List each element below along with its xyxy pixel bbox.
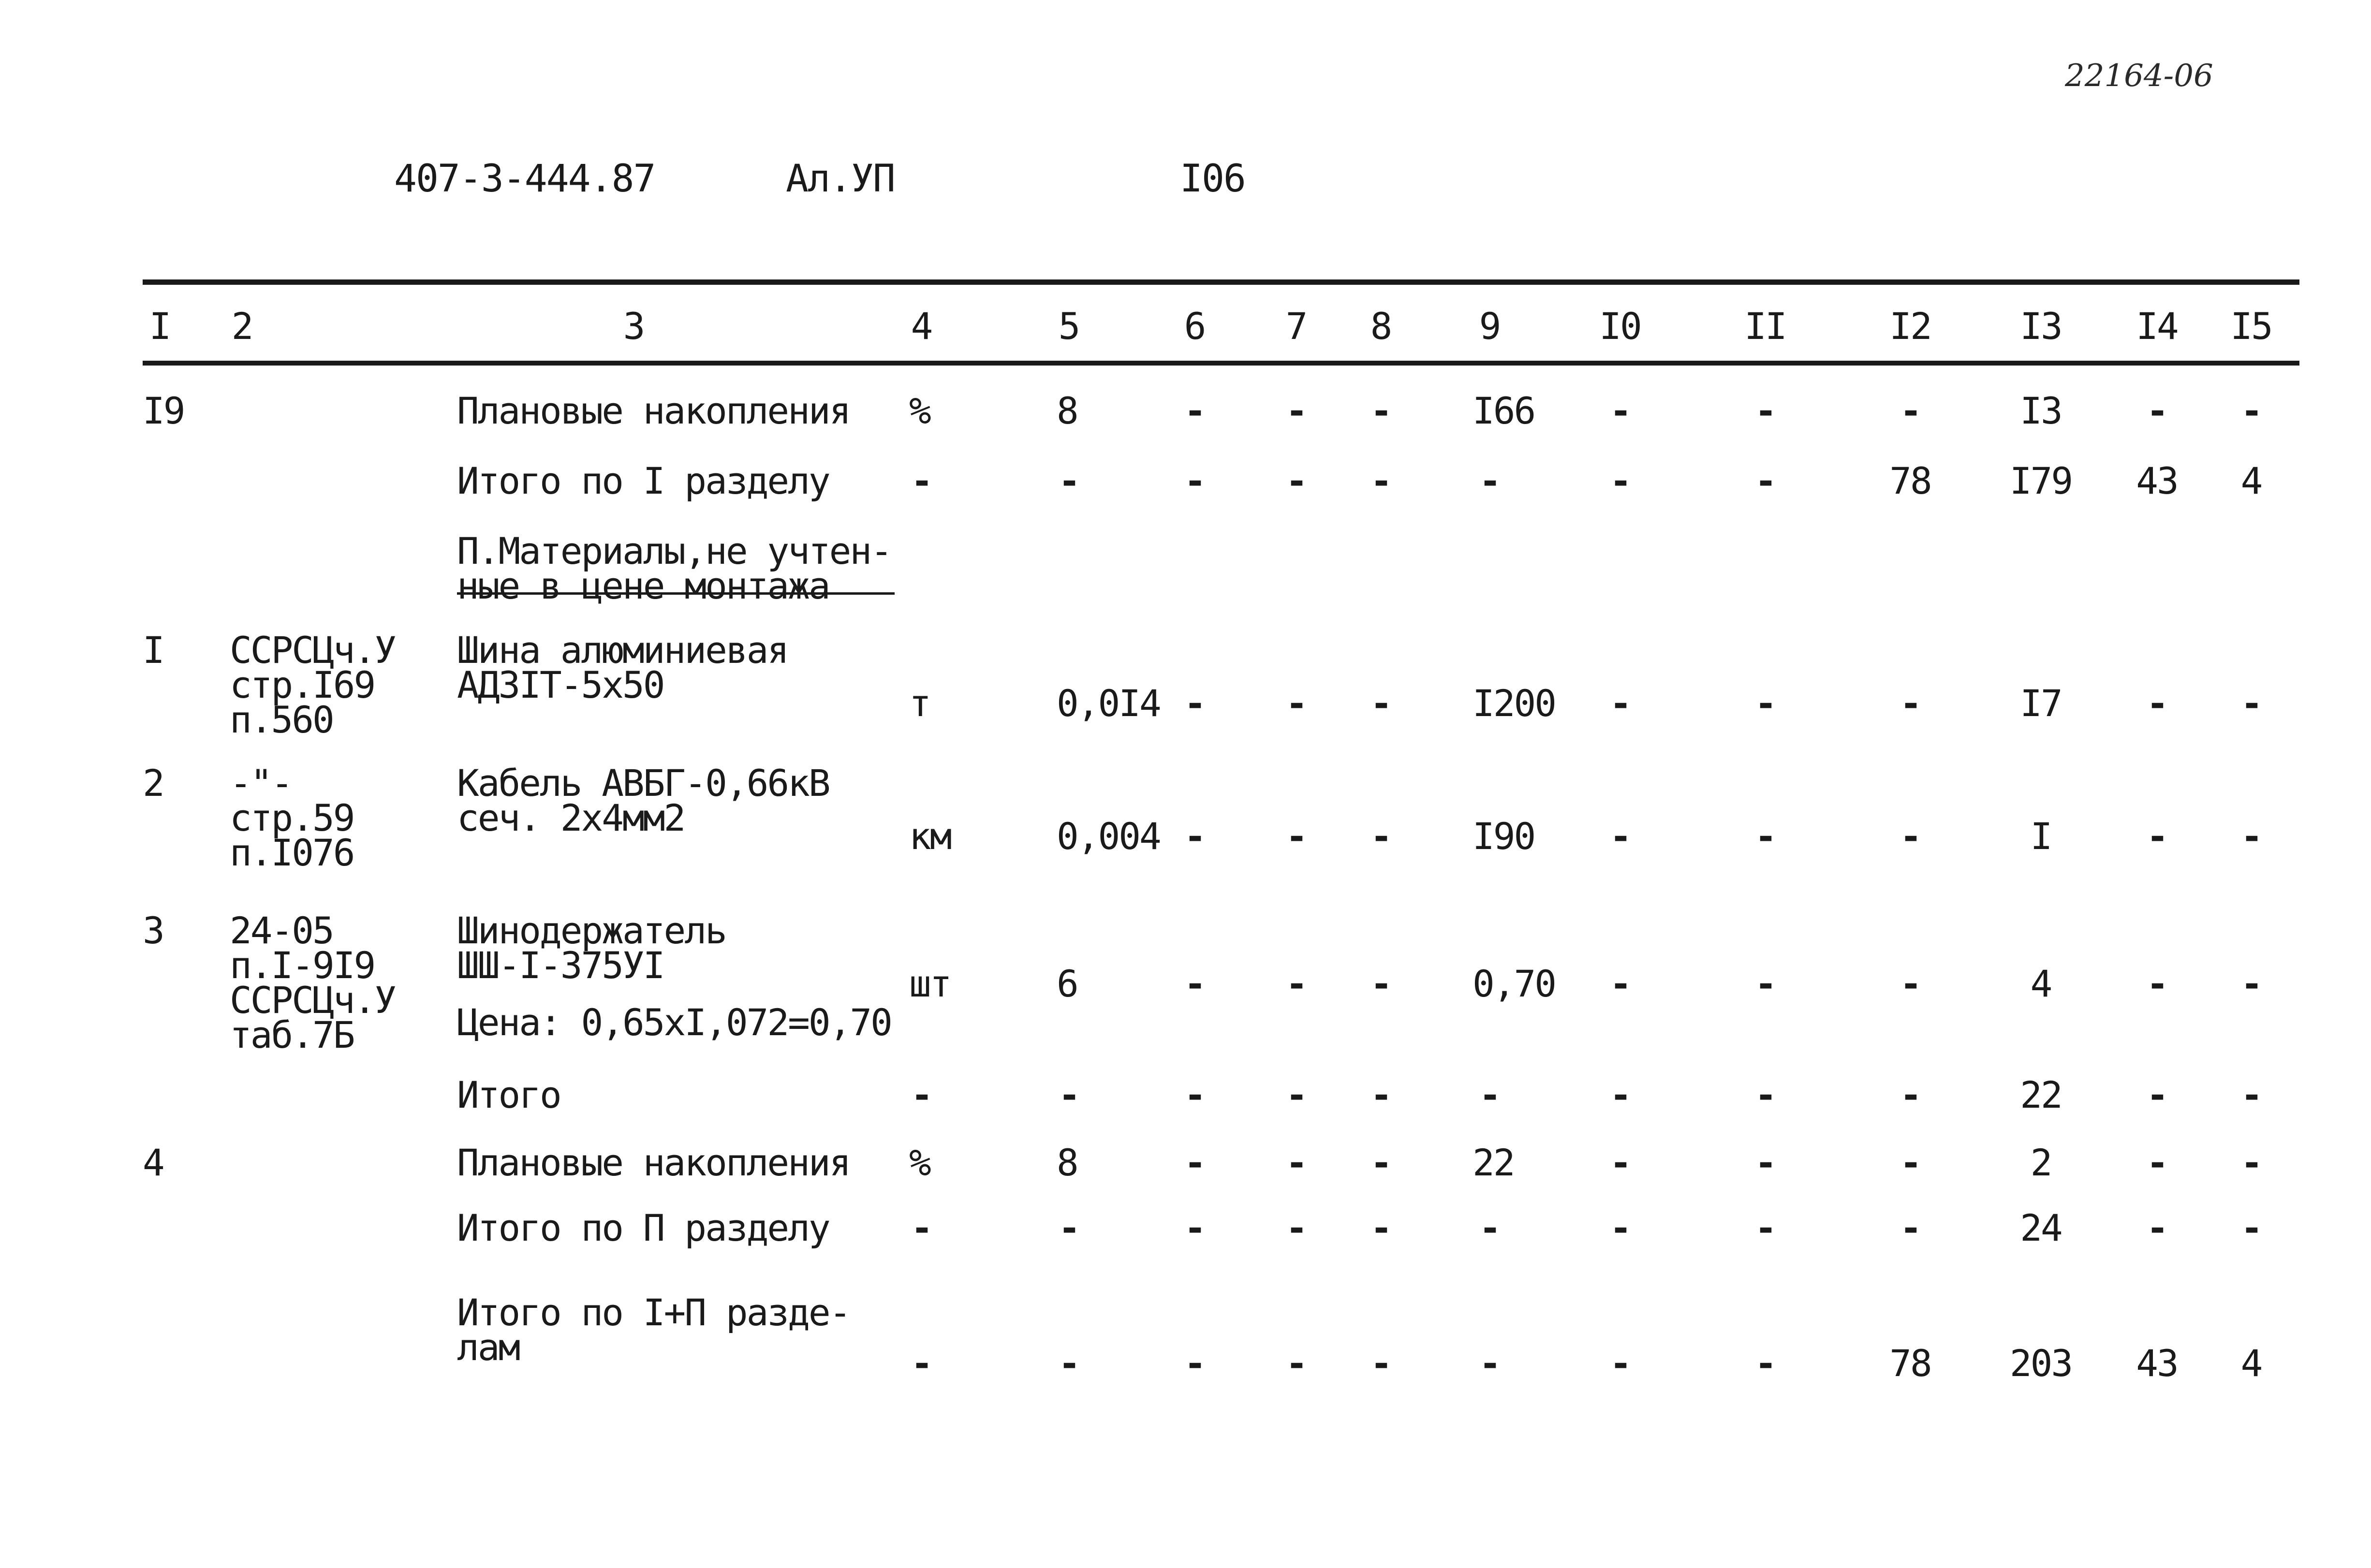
cell-c6: - <box>1184 389 1205 432</box>
cell-c14: - <box>2146 1073 2167 1116</box>
cell-c15: - <box>2240 389 2262 432</box>
row-name: Плановые накопления <box>457 389 850 432</box>
column-header-1: I <box>149 305 170 348</box>
cell-c6: - <box>1184 459 1205 502</box>
column-header-2: 2 <box>231 305 252 348</box>
cell-c10: - <box>1609 1206 1631 1249</box>
cell-qty: - <box>1058 459 1079 502</box>
cell-c14: - <box>2146 682 2167 725</box>
cell-c13: I3 <box>2020 389 2062 432</box>
cell-c15: - <box>2240 815 2262 858</box>
row-reference: п.I-9I9 <box>230 944 375 987</box>
cell-c9: 0,70 <box>1473 962 1556 1005</box>
cell-unit: - <box>911 1206 932 1249</box>
column-header-5: 5 <box>1058 305 1079 348</box>
row-name: Итого по I разделу <box>457 459 829 502</box>
cell-c14: - <box>2146 962 2167 1005</box>
column-header-6: 6 <box>1184 305 1205 348</box>
cell-c9: 22 <box>1473 1141 1514 1184</box>
cell-c11: - <box>1754 1141 1776 1184</box>
cell-qty: - <box>1058 1206 1079 1249</box>
cell-c14: - <box>2146 1141 2167 1184</box>
cell-c7: - <box>1285 1073 1307 1116</box>
cell-c9: - <box>1479 1073 1500 1116</box>
column-header-7: 7 <box>1285 305 1307 348</box>
document-code: 407-3-444.87 <box>394 157 655 201</box>
cell-c12: - <box>1900 1206 1921 1249</box>
row-number: 3 <box>143 909 163 952</box>
cell-c14: 43 <box>2136 459 2178 502</box>
cell-c8: - <box>1370 962 1391 1005</box>
page-number: I06 <box>1180 157 1245 201</box>
cell-c8: - <box>1370 682 1391 725</box>
row-number: I <box>143 629 163 672</box>
cell-c8: - <box>1370 1342 1391 1385</box>
cell-c8: - <box>1370 459 1391 502</box>
cell-c7: - <box>1285 1206 1307 1249</box>
cell-c12: - <box>1900 1073 1921 1116</box>
cell-c12: - <box>1900 389 1921 432</box>
cell-c13: 24 <box>2020 1206 2062 1249</box>
cell-c10: - <box>1609 1342 1631 1385</box>
cell-c11: - <box>1754 1073 1776 1116</box>
row-reference: -"- <box>230 762 292 805</box>
cell-c7: - <box>1285 815 1307 858</box>
column-header-12: I2 <box>1889 305 1931 348</box>
row-reference: таб.7Б <box>230 1013 354 1056</box>
cell-c8: - <box>1370 1141 1391 1184</box>
cell-c11: - <box>1754 962 1776 1005</box>
cell-c9: I200 <box>1473 682 1556 725</box>
cell-c12: - <box>1900 815 1921 858</box>
row-name: Итого <box>457 1073 560 1116</box>
cell-c11: - <box>1754 1342 1776 1385</box>
cell-qty: 6 <box>1057 962 1077 1005</box>
cell-c12: - <box>1900 1141 1921 1184</box>
cell-c12: - <box>1900 962 1921 1005</box>
column-header-4: 4 <box>911 305 932 348</box>
cell-c9: I90 <box>1473 815 1535 858</box>
cell-c11: - <box>1754 389 1776 432</box>
row-number: I9 <box>143 389 184 432</box>
cell-c11: - <box>1754 682 1776 725</box>
cell-c15: - <box>2240 682 2262 725</box>
cell-unit: шт <box>909 962 951 1005</box>
cell-c13: I7 <box>2020 682 2062 725</box>
cell-c10: - <box>1609 1141 1631 1184</box>
cell-c15: 4 <box>2240 459 2262 502</box>
cell-c8: - <box>1370 1206 1391 1249</box>
cell-c10: - <box>1609 1073 1631 1116</box>
column-header-13: I3 <box>2020 305 2062 348</box>
column-header-10: I0 <box>1599 305 1641 348</box>
cell-c13: 2 <box>2030 1141 2051 1184</box>
cell-c14: - <box>2146 815 2167 858</box>
cell-unit: % <box>909 389 930 432</box>
cell-c15: - <box>2240 1073 2262 1116</box>
cell-qty: - <box>1058 1342 1079 1385</box>
cell-c13: I79 <box>2009 459 2072 502</box>
row-name-line2: ШШ-I-375УI <box>457 944 664 987</box>
row-name: Шина алюминиевая <box>457 629 788 672</box>
row-reference: п.I076 <box>230 831 354 874</box>
row-name-line2: ные в цене монтажа <box>457 564 829 607</box>
cell-c10: - <box>1609 682 1631 725</box>
cell-unit: % <box>909 1141 930 1184</box>
cell-c13: 203 <box>2009 1342 2072 1385</box>
cell-c13: 4 <box>2030 962 2051 1005</box>
row-name-line2: сеч. 2х4мм2 <box>457 796 685 839</box>
cell-c7: - <box>1285 682 1307 725</box>
table-header-rule <box>143 361 2299 366</box>
cell-c6: - <box>1184 962 1205 1005</box>
column-header-3: 3 <box>623 305 644 348</box>
row-reference: стр.59 <box>230 796 354 839</box>
cell-unit: км <box>909 815 951 858</box>
cell-c7: - <box>1285 962 1307 1005</box>
cell-c15: - <box>2240 1141 2262 1184</box>
column-header-11: II <box>1744 305 1786 348</box>
row-name-line2: АДЗIТ-5х50 <box>457 663 664 706</box>
cell-c7: - <box>1285 459 1307 502</box>
cell-c12: 78 <box>1889 1342 1931 1385</box>
cell-qty: - <box>1058 1073 1079 1116</box>
cell-qty: 0,004 <box>1057 815 1160 858</box>
column-header-9: 9 <box>1479 305 1500 348</box>
cell-c9: I66 <box>1473 389 1535 432</box>
cell-c9: - <box>1479 1206 1500 1249</box>
cell-c9: - <box>1479 1342 1500 1385</box>
cell-c15: - <box>2240 1206 2262 1249</box>
cell-c8: - <box>1370 1073 1391 1116</box>
row-name: П.Материалы,не учтен- <box>457 529 891 572</box>
cell-unit: - <box>911 459 932 502</box>
row-number: 2 <box>143 762 163 805</box>
row-name: Кабель АВБГ-0,66кВ <box>457 762 829 805</box>
row-reference: п.560 <box>230 698 333 741</box>
column-header-14: I4 <box>2136 305 2178 348</box>
cell-c15: - <box>2240 962 2262 1005</box>
cell-c11: - <box>1754 815 1776 858</box>
album-number: Ал.УП <box>786 157 895 201</box>
cell-c14: 43 <box>2136 1342 2178 1385</box>
cell-c7: - <box>1285 1342 1307 1385</box>
cell-c13: I <box>2030 815 2051 858</box>
cell-c12: - <box>1900 682 1921 725</box>
cell-c6: - <box>1184 815 1205 858</box>
cell-c15: 4 <box>2240 1342 2262 1385</box>
cell-qty: 0,0I4 <box>1057 682 1160 725</box>
row-name: Шинодержатель <box>457 909 726 952</box>
cell-c7: - <box>1285 389 1307 432</box>
table-top-rule <box>143 279 2299 285</box>
column-header-15: I5 <box>2230 305 2272 348</box>
cell-c7: - <box>1285 1141 1307 1184</box>
cell-unit: - <box>911 1073 932 1116</box>
cell-c11: - <box>1754 1206 1776 1249</box>
cell-c13: 22 <box>2020 1073 2062 1116</box>
row-reference: ССРСЦч.У <box>230 979 396 1022</box>
cell-c8: - <box>1370 815 1391 858</box>
cell-c12: 78 <box>1889 459 1931 502</box>
row-name: Плановые накопления <box>457 1141 850 1184</box>
handwritten-stamp: 22164-06 <box>2065 58 2213 94</box>
cell-c10: - <box>1609 962 1631 1005</box>
cell-qty: 8 <box>1057 389 1077 432</box>
row-reference: стр.I69 <box>230 663 375 706</box>
row-reference: ССРСЦч.У <box>230 629 396 672</box>
cell-unit: - <box>911 1342 932 1385</box>
cell-c9: - <box>1479 459 1500 502</box>
row-name: Итого по П разделу <box>457 1206 829 1249</box>
cell-c6: - <box>1184 1206 1205 1249</box>
cell-c10: - <box>1609 389 1631 432</box>
cell-qty: 8 <box>1057 1141 1077 1184</box>
row-price-note: Цена: 0,65хI,072=0,70 <box>457 1001 891 1044</box>
row-name-line2: лам <box>457 1326 519 1369</box>
cell-c14: - <box>2146 1206 2167 1249</box>
row-reference: 24-05 <box>230 909 333 952</box>
cell-c6: - <box>1184 1342 1205 1385</box>
row-number: 4 <box>143 1141 163 1184</box>
cell-c11: - <box>1754 459 1776 502</box>
cell-c6: - <box>1184 1141 1205 1184</box>
cell-c10: - <box>1609 459 1631 502</box>
cell-c14: - <box>2146 389 2167 432</box>
cell-c6: - <box>1184 1073 1205 1116</box>
column-header-8: 8 <box>1370 305 1391 348</box>
cell-unit: т <box>909 682 930 725</box>
cell-c10: - <box>1609 815 1631 858</box>
row-name: Итого по I+П разде- <box>457 1291 850 1334</box>
cell-c6: - <box>1184 682 1205 725</box>
cell-c8: - <box>1370 389 1391 432</box>
